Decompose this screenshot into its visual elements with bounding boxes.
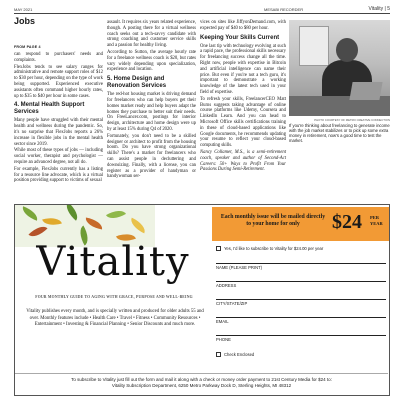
email-field[interactable] [216,317,386,324]
banner-text: Each monthly issue will be mailed directly to your home for only [220,214,326,227]
photo-caption: If you're thinking about freelancing to generate income with the job market stabilizes or to pick up some extra money in retirement, now's a good time to test the market. [289,123,390,143]
ad-tagline: FOUR MONTHLY GUIDE TO AGING WITH GRACE, PURPOSE AND WELL-BEING [35,295,193,299]
paragraph: FlexJobs tends to see salary ranges for administrative and remote support roles of $12 to $30 per hour, depending on the type of work being supported. Experienced executive assistants often command higher hourly rates, up to $35 to $40 per hour in some cases. [14,64,103,99]
price-period: PER YEAR [370,215,383,226]
name-field[interactable] [216,263,386,270]
article-column-1 [14,52,103,185]
photo-person-head [336,38,358,62]
leaf-icon [20,206,40,221]
article-kicker: Jobs [14,16,36,26]
laptop-icon [349,82,382,100]
field-label: CITY/STATE/ZIP [216,301,248,306]
field-label: NAME (PLEASE PRINT) [216,265,263,270]
header-rule [14,13,390,14]
price-banner [212,207,389,241]
paragraph: For example, FlexJobs currently has a listing for a resource line advocate, which is a virtual position providing support to victims of sexual [14,166,103,184]
check-enclosed-checkbox[interactable] [216,352,221,357]
subscribe-checkbox[interactable] [216,246,221,251]
article-column-3 [200,20,286,174]
paragraph: To refresh your skills, FreelancerCEO Matt Burns suggests taking advantage of online course platforms like Udemy, Coursera and LinkedIn Learn. And you can head to Microsoft Office skills certifications training in these of cloud-based applications like Google documents, he recommends updating your resume to reflect your cloud-based computing skills. [200,96,286,149]
field-label: PHONE [216,337,231,342]
leaf-icon [128,218,148,234]
paragraph: Many people have struggled with their mental health and wellness during the pandemic. So, it's no surprise that FlexJobs reports a 26% increase in flexible jobs in the mental health sector since 2019. [14,118,103,147]
price: $24 [332,211,362,233]
paragraph: The red-hot housing market is driving demand for freelancers who can help buyers get their homes market ready and help buyers adapt the homes they purchase to better suit their needs. On FreeLancer.com, postings for interior design, architecture and home design were up by at least 15% during Q4 of 2020. [107,92,196,132]
phone-field[interactable] [216,335,386,342]
paragraph: According to Sutton, the average hourly rate for a freelance wellness coach is $20, but rates vary widely depending upon specialization, experience and location. [107,49,196,73]
section-name: MESABI RECORDER [264,7,304,12]
article-column-2 [107,20,196,181]
ad-copy: Vitality publishes every month, and is specially written and produced for older adults 55 and over. Monthly features include • Health Care • Travel • Fitness • Community Resources • Entertainment • Investing & Financial Planning • Senior Discounts and much more. [26,309,204,328]
photo-window [299,26,329,66]
subscribe-label: Yes, I'd like to subscribe to Vitality for $24.00 per year [224,246,324,251]
subhead-skills: Keeping Your Skills Current [200,34,280,41]
subscribe-option[interactable] [216,246,323,251]
subscription-ad [14,204,390,396]
address-field[interactable] [216,281,386,288]
paragraph: vices on sites like JiffyonDemand.com, with expected pay of $40 to $80 per hour. [200,20,286,31]
leaf-icon [106,206,126,223]
subhead-home-design: 5. Home Design and Renovation Services [107,76,167,90]
ad-footer [15,373,388,389]
paragraph: can respond to purchasers' needs and complaints. [14,52,103,63]
paragraph: While most of these types of jobs — including social worker, therapist and psychologist — require an advanced degree, not all do. [14,148,103,165]
article-photo [289,20,390,116]
subhead-mental-health: 4. Mental Health Support Services [14,102,85,116]
check-enclosed-label: Check Enclosed [224,352,255,357]
footer-instructions: To subscribe to Vitality just fill out the form and mail it along with a check or money order payment to 21st Century Media for $24 to: [71,377,332,382]
issue-date: MAY 2021 [14,7,33,12]
photo-credit: PHOTO COURTESY OF METRO CREATIVE CONNECTION [314,118,390,122]
city-state-zip-field[interactable] [216,299,386,306]
check-enclosed-option[interactable] [216,352,254,357]
leaf-icon [62,205,82,221]
field-label: EMAIL [216,319,229,324]
field-label: ADDRESS [216,283,237,288]
paragraph: Fortunately, you don't need to be a skilled designer or architect to profit from the housing boom. Do you have strong organizational skills? There's a market for freelancers who can assist people in decluttering and downsizing. Finally, with a license, you can register as a provider of handyman or handywoman ser- [107,133,196,180]
paragraph: One last tip with technology evolving at such a rapid pace, the professional skills necessary for freelancing success change all the time. Right now, people with expertise in Bitcoin and artificial intelligence can name their price. But even if you're not a tech guru, it's important to demonstrate a working knowledge of the latest tech used in your field of expertise. [200,43,286,95]
vitality-logo: Vitality [36,239,190,285]
page-header [14,6,390,13]
footer-address: Vitality Subscription Department, 6250 Metro Parkway Dock D, Sterling Heights, MI 48312 [111,383,292,388]
leaf-icon [84,218,103,230]
jump-line: FROM PAGE 4 [14,45,41,49]
author-bio: Nancy Collamer, M.S., is a semi-retirement coach, speaker and author of Second-Act Careers: 50+ Ways to Profit From Your Passions During Semi-Retirement. [200,149,286,173]
subscription-form [212,205,389,370]
paragraph: assault. It requires six years related experience, though. A posting there for a virtual wellness coach seeks out a tech-savvy candidate with strong coaching and customer service skills and a passion for healthy living. [107,20,196,49]
page-label: Vitality | 5 [368,6,390,12]
